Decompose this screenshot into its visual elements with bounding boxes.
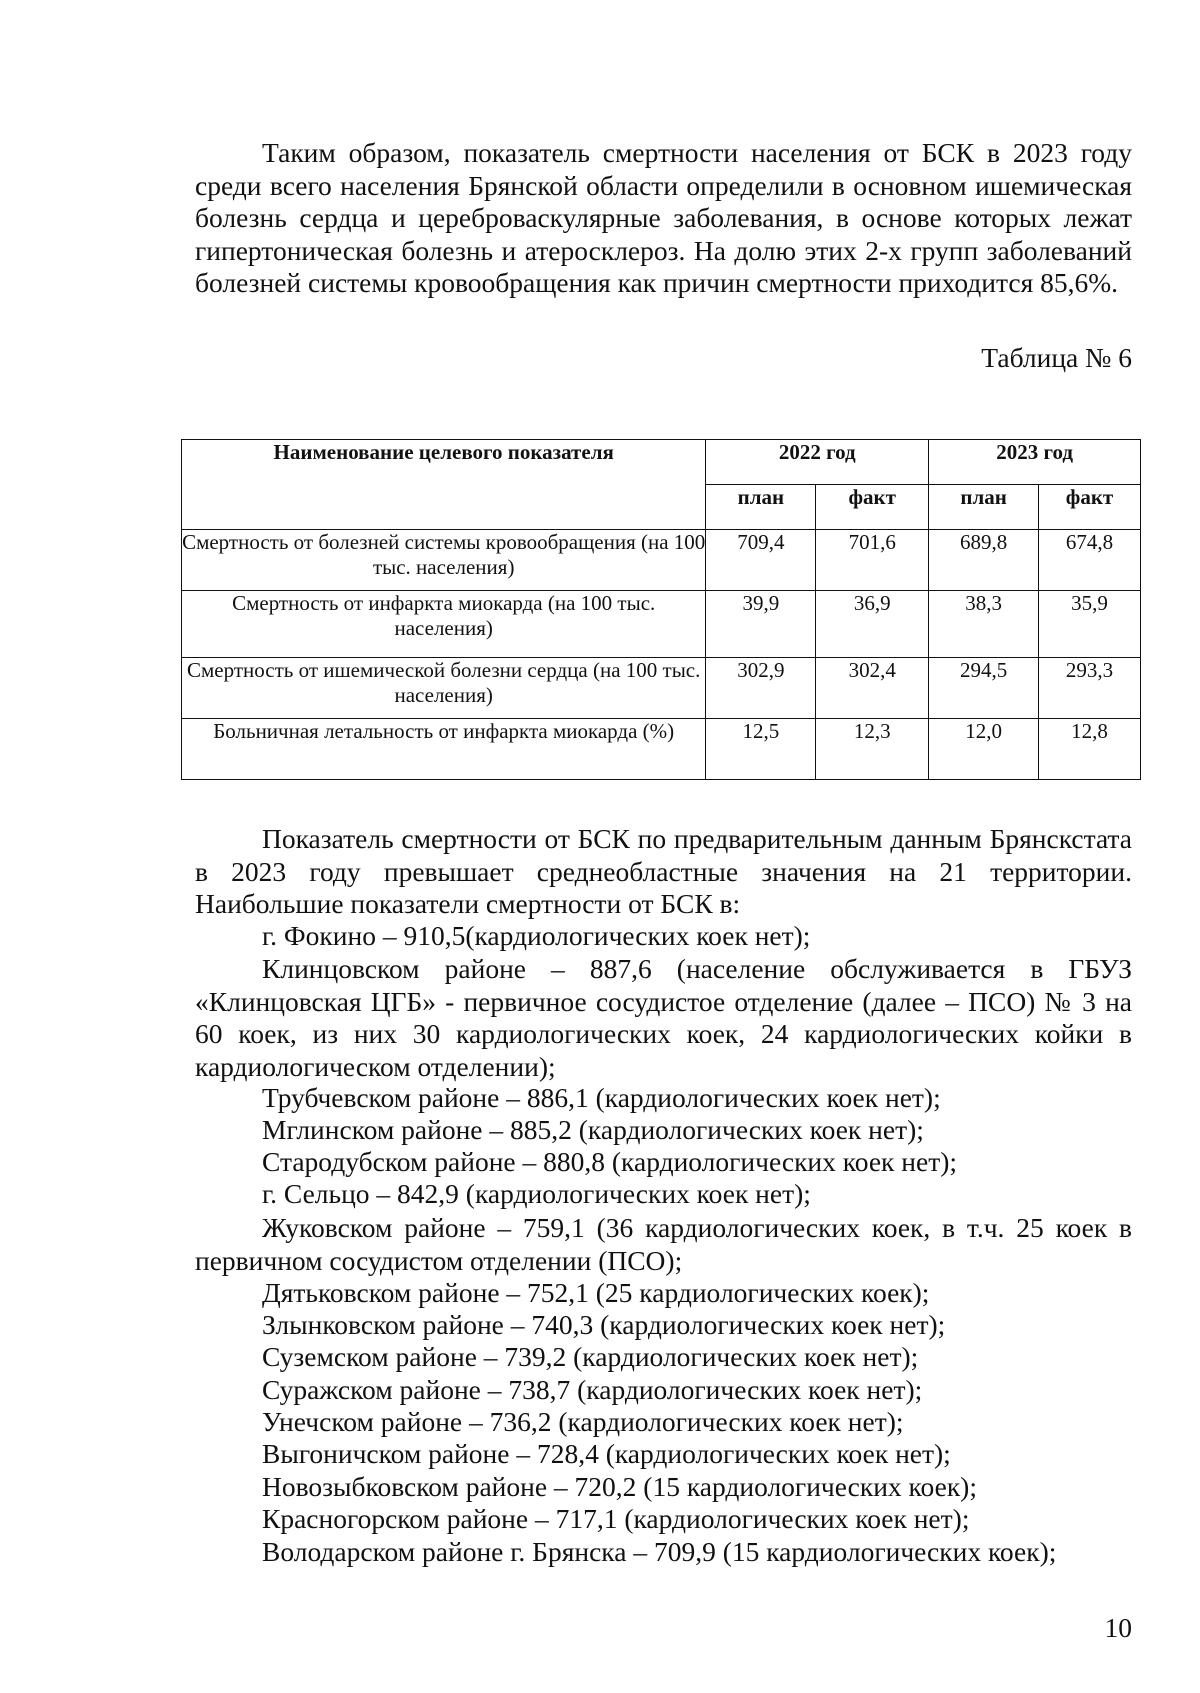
row-name: Больничная летальность от инфаркта миокарда (%) <box>182 719 706 780</box>
district-line: Выгоничском районе – 728,4 (кардиологических коек нет); <box>262 1438 951 1469</box>
cell-value: 674,8 <box>1039 530 1141 591</box>
column-subheader: факт <box>816 485 929 530</box>
column-header-name: Наименование целевого показателя <box>182 440 706 530</box>
cell-value: 294,5 <box>929 658 1039 719</box>
column-subheader: план <box>929 485 1039 530</box>
cell-value: 35,9 <box>1039 591 1141 658</box>
column-header-year: 2022 год <box>706 440 929 485</box>
row-name: Смертность от болезней системы кровообращения (на 100 тыс. населения) <box>182 530 706 591</box>
cell-value: 293,3 <box>1039 658 1141 719</box>
table-row <box>182 658 1141 719</box>
district-line: Стародубском районе – 880,8 (кардиологических коек нет); <box>262 1146 958 1177</box>
cell-value: 12,5 <box>706 719 816 780</box>
district-line: г. Фокино – 910,5(кардиологических коек нет); <box>262 920 811 951</box>
intro-paragraph: Таким образом, показатель смертности населения от БСК в 2023 году среди всего населения Брянской области определили в основном ишемическая болезнь сердца и цереброваскулярные заболевания, в основе которых лежат гипертоническая болезнь и атеросклероз. На долю этих 2-х групп заболеваний болезней системы кровообращения как причин смертности приходится 85,6%. <box>195 137 1132 298</box>
district-line: Злынковском районе – 740,3 (кардиологических коек нет); <box>262 1309 946 1340</box>
indicators-table <box>181 439 1141 780</box>
table-row <box>182 530 1141 591</box>
district-line: г. Сельцо – 842,9 (кардиологических коек нет); <box>262 1178 811 1209</box>
klintsy-paragraph: Клинцовском районе – 887,6 (население обслуживается в ГБУЗ «Клинцовская ЦГБ» - первичное сосудистое отделение (далее – ПСО) № 3 на 60 коек, из них 30 кардиологических коек, 24 кардиологических койки в кардиологическом отделении); <box>195 953 1132 1082</box>
district-line: Новозыбковском районе – 720,2 (15 кардиологических коек); <box>262 1471 977 1502</box>
cell-value: 302,9 <box>706 658 816 719</box>
main-paragraph: Показатель смертности от БСК по предварительным данным Брянскстата в 2023 году превышает среднеобластные значения на 21 территории. Наибольшие показатели смертности от БСК в: <box>195 823 1132 919</box>
cell-value: 701,6 <box>816 530 929 591</box>
row-name: Смертность от инфаркта миокарда (на 100 тыс. населения) <box>182 591 706 658</box>
page-number: 10 <box>1104 1612 1132 1643</box>
table-row <box>182 591 1141 658</box>
district-line: Володарском районе г. Брянска – 709,9 (15 кардиологических коек); <box>262 1536 1057 1567</box>
column-subheader: план <box>706 485 816 530</box>
table-row <box>182 719 1141 780</box>
district-line: Красногорском районе – 717,1 (кардиологических коек нет); <box>262 1503 970 1534</box>
cell-value: 38,3 <box>929 591 1039 658</box>
table-header-row <box>182 440 1141 485</box>
district-line: Суражском районе – 738,7 (кардиологических коек нет); <box>262 1374 923 1405</box>
cell-value: 709,4 <box>706 530 816 591</box>
district-line: Дятьковском районе – 752,1 (25 кардиологических коек); <box>262 1277 930 1308</box>
cell-value: 12,8 <box>1039 719 1141 780</box>
row-name: Смертность от ишемической болезни сердца (на 100 тыс. населения) <box>182 658 706 719</box>
cell-value: 689,8 <box>929 530 1039 591</box>
district-line: Трубчевском районе – 886,1 (кардиологических коек нет); <box>262 1082 941 1113</box>
district-line: Суземском районе – 739,2 (кардиологических коек нет); <box>262 1341 919 1372</box>
cell-value: 36,9 <box>816 591 929 658</box>
cell-value: 39,9 <box>706 591 816 658</box>
zhukovka-paragraph: Жуковском районе – 759,1 (36 кардиологических коек, в т.ч. 25 коек в первичном сосудистом отделении (ПСО); <box>195 1212 1132 1276</box>
cell-value: 302,4 <box>816 658 929 719</box>
district-line: Мглинском районе – 885,2 (кардиологических коек нет); <box>262 1114 924 1145</box>
cell-value: 12,0 <box>929 719 1039 780</box>
district-line: Унечском районе – 736,2 (кардиологических коек нет); <box>262 1406 904 1437</box>
column-header-year: 2023 год <box>929 440 1141 485</box>
column-subheader: факт <box>1039 485 1141 530</box>
cell-value: 12,3 <box>816 719 929 780</box>
table-caption: Таблица № 6 <box>981 342 1132 373</box>
